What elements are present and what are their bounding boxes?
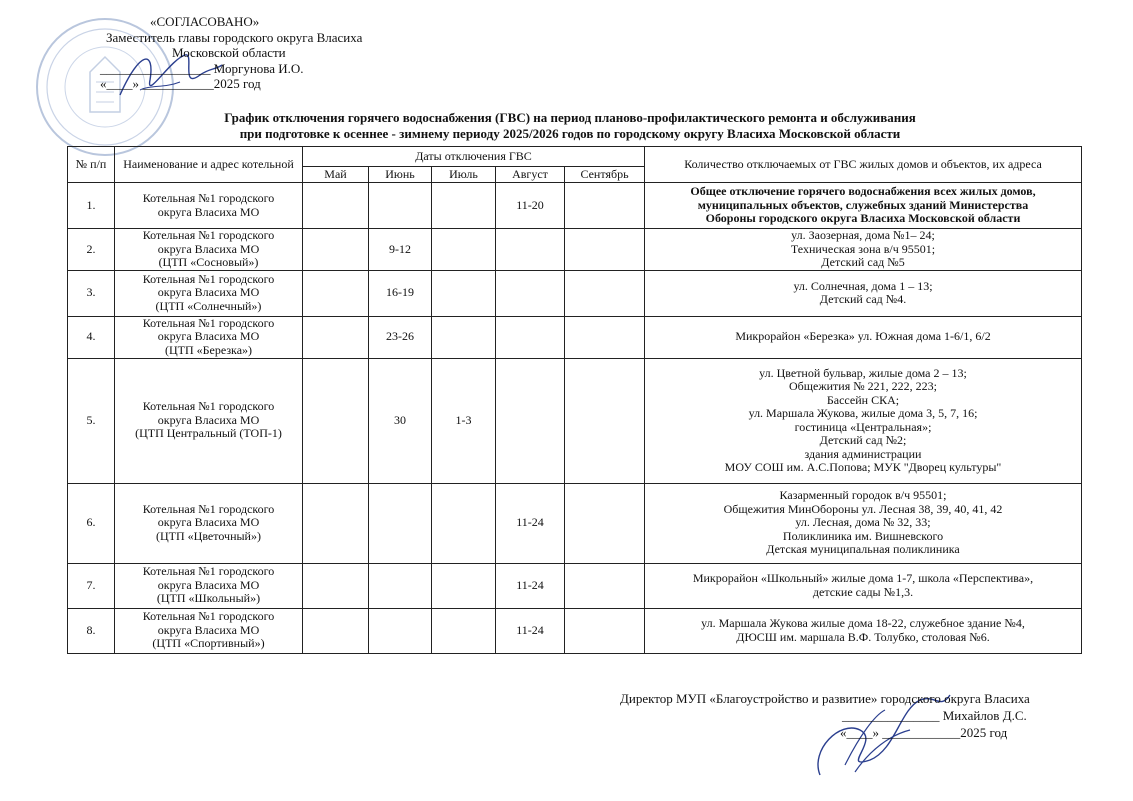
approval-date: «____» ___________2025 год: [100, 76, 261, 91]
row-number: 1.: [68, 183, 115, 229]
affected-object-line: ул. Заозерная, дома №1– 24;: [791, 228, 935, 242]
approval-signer: _________________ Моргунова И.О.: [100, 60, 304, 76]
date-june: 16-19: [369, 270, 432, 316]
boiler-name-line: Котельная №1 городского: [142, 271, 275, 286]
table-row: [68, 483, 1082, 563]
table-row: [68, 358, 1082, 483]
affected-object-line: Техническая зона в/ч 95501;: [790, 241, 936, 256]
date-may: [303, 608, 369, 653]
row-number: 5.: [68, 358, 115, 483]
date-september: [565, 563, 645, 608]
date-may: [303, 183, 369, 229]
approval-heading: «СОГЛАСОВАНО»: [150, 14, 260, 29]
date-august: 11-20: [496, 183, 565, 229]
table-row: [68, 608, 1082, 653]
affected-objects: [645, 183, 1082, 229]
boiler-name: [115, 183, 303, 229]
boiler-name-line: Котельная №1 городского: [142, 191, 275, 205]
affected-object-line: Детский сад №5: [821, 255, 905, 269]
date-august: [496, 358, 565, 483]
table-body: [68, 183, 1082, 654]
affected-object-line: ул. Солнечная, дома 1 – 13;: [793, 278, 933, 293]
date-september: [565, 608, 645, 653]
boiler-name-line: округа Власиха МО: [157, 515, 260, 530]
date-may: [303, 563, 369, 608]
affected-object-line: Общежития МинОбороны ул. Лесная 38, 39, 40, 41, 42: [723, 501, 1003, 516]
table-row: [68, 229, 1082, 271]
approval-region: Московской области: [172, 45, 286, 60]
affected-objects: [645, 358, 1082, 483]
date-july: [432, 608, 496, 653]
affected-object-line: ул. Маршала Жукова жилые дома 18-22, служебное здание №4,: [701, 616, 1025, 630]
table-row: [68, 316, 1082, 358]
row-number: 3.: [68, 270, 115, 316]
boiler-name-line: округа Власиха МО: [157, 412, 260, 427]
affected-object-line: Обороны городского округа Власиха Московской области: [705, 211, 1021, 226]
date-august: [496, 316, 565, 358]
header-month-june: Июнь: [369, 167, 432, 183]
affected-objects: [645, 483, 1082, 563]
affected-object-line: Общежития № 221, 222, 223;: [788, 379, 938, 393]
affected-object-line: гостиница «Центральная»;: [794, 419, 932, 434]
affected-objects: [645, 608, 1082, 653]
date-september: [565, 358, 645, 483]
affected-object-line: Микрорайон «Школьный» жилые дома 1-7, школа «Перспектива»,: [692, 571, 1034, 585]
affected-object-line: здания администрации: [804, 446, 922, 461]
date-september: [565, 270, 645, 316]
boiler-name-line: Котельная №1 городского: [142, 228, 275, 242]
date-august: 11-24: [496, 608, 565, 653]
date-may: [303, 483, 369, 563]
boiler-name-line: (ЦТП «Солнечный»): [155, 298, 262, 313]
boiler-name-line: Котельная №1 городского: [142, 609, 275, 624]
affected-object-line: Детский сад №2;: [819, 433, 907, 447]
date-may: [303, 316, 369, 358]
footer-block: [620, 690, 1080, 741]
header-month-july: Июль: [432, 167, 496, 183]
date-august: [496, 229, 565, 271]
boiler-name-line: округа Власиха МО: [157, 204, 260, 219]
date-august: [496, 270, 565, 316]
boiler-name-line: (ЦТП «Спортивный»): [152, 636, 265, 651]
date-september: [565, 483, 645, 563]
boiler-name: [115, 316, 303, 358]
row-number: 2.: [68, 229, 115, 271]
boiler-name-line: округа Власиха МО: [157, 577, 260, 592]
date-july: [432, 229, 496, 271]
date-june: [369, 483, 432, 563]
boiler-name: [115, 358, 303, 483]
date-september: [565, 229, 645, 271]
boiler-name-line: Котельная №1 городского: [142, 501, 275, 516]
boiler-name-line: округа Власиха МО: [157, 622, 260, 637]
row-number: 6.: [68, 483, 115, 563]
date-may: [303, 270, 369, 316]
date-july: [432, 563, 496, 608]
date-september: [565, 316, 645, 358]
row-number: 8.: [68, 608, 115, 653]
date-july: [432, 316, 496, 358]
header-objects: Количество отключаемых от ГВС жилых домов и объектов, их адреса: [645, 147, 1082, 183]
date-june: [369, 563, 432, 608]
table-row: [68, 563, 1082, 608]
boiler-name: [115, 229, 303, 271]
affected-object-line: Детская муниципальная поликлиника: [766, 542, 960, 557]
date-may: [303, 358, 369, 483]
date-august: 11-24: [496, 483, 565, 563]
header-month-september: Сентябрь: [565, 167, 645, 183]
boiler-name: [115, 563, 303, 608]
affected-object-line: Детский сад №4.: [819, 292, 907, 306]
date-july: [432, 183, 496, 229]
header-num: № п/п: [68, 147, 115, 183]
boiler-name: [115, 608, 303, 653]
date-june: 9-12: [369, 229, 432, 271]
director-date: «____» ____________2025 год: [840, 725, 1008, 740]
affected-objects: [645, 316, 1082, 358]
row-number: 7.: [68, 563, 115, 608]
boiler-name-line: (ЦТП «Березка»): [164, 342, 253, 357]
affected-object-line: Общее отключение горячего водоснабжения всех жилых домов,: [690, 184, 1036, 199]
boiler-name-line: округа Власиха МО: [157, 285, 260, 300]
title-line-2: при подготовке к осеннее - зимнему периоду 2025/2026 годов по городскому округу Власиха Московской области: [239, 126, 901, 141]
affected-object-line: детские сады №1,3.: [812, 584, 914, 599]
date-june: [369, 608, 432, 653]
affected-objects: [645, 270, 1082, 316]
affected-object-line: муниципальных объектов, служебных зданий Министерства: [697, 197, 1029, 212]
date-july: 1-3: [432, 358, 496, 483]
boiler-name-line: (ЦТП «Цветочный»): [156, 528, 261, 543]
boiler-name-line: Котельная №1 городского: [142, 315, 275, 330]
affected-object-line: ул. Маршала Жукова, жилые дома 3, 5, 7, 16;: [748, 406, 978, 420]
date-july: [432, 270, 496, 316]
date-july: [432, 483, 496, 563]
boiler-name: [115, 483, 303, 563]
document-title: [100, 110, 1040, 142]
boiler-name-line: Котельная №1 городского: [142, 399, 275, 414]
title-line-1: График отключения горячего водоснабжения (ГВС) на период планово-профилактического ремонта и обслуживания: [224, 110, 916, 125]
affected-object-line: ул. Лесная, дома № 32, 33;: [795, 515, 931, 530]
affected-objects: [645, 229, 1082, 271]
header-name: Наименование и адрес котельной: [115, 147, 303, 183]
boiler-name-line: (ЦТП Центральный (ТОП-1): [135, 426, 282, 441]
approval-block: [100, 14, 400, 92]
header-dates: Даты отключения ГВС: [303, 147, 645, 167]
director-position: Директор МУП «Благоустройство и развитие» городского округа Власиха: [620, 691, 1030, 706]
affected-object-line: Бассейн СКА;: [826, 392, 900, 407]
affected-object-line: Поликлиника им. Вишневского: [782, 528, 944, 543]
director-signer: _______________ Михайлов Д.С.: [842, 708, 1027, 723]
approval-position: Заместитель главы городского округа Власиха: [106, 29, 363, 45]
header-month-august: Август: [496, 167, 565, 183]
date-june: 23-26: [369, 316, 432, 358]
table-row: [68, 270, 1082, 316]
boiler-name-line: округа Власиха МО: [157, 329, 260, 344]
header-month-may: Май: [303, 167, 369, 183]
hot-water-shutdown-table: [67, 146, 1082, 654]
affected-objects: [645, 563, 1082, 608]
affected-object-line: ДЮСШ им. маршала В.Ф. Толубко, столовая №6.: [736, 629, 990, 644]
date-august: 11-24: [496, 563, 565, 608]
affected-object-line: ул. Цветной бульвар, жилые дома 2 – 13;: [759, 365, 967, 380]
date-june: [369, 183, 432, 229]
affected-object-line: Микрорайон «Березка» ул. Южная дома 1-6/1, 6/2: [735, 329, 991, 344]
table-row: [68, 183, 1082, 229]
boiler-name-line: округа Власиха МО: [157, 241, 260, 256]
row-number: 4.: [68, 316, 115, 358]
affected-object-line: Казарменный городок в/ч 95501;: [779, 488, 947, 503]
affected-object-line: МОУ СОШ им. А.С.Попова; МУК "Дворец культуры": [724, 460, 1002, 474]
boiler-name: [115, 270, 303, 316]
date-may: [303, 229, 369, 271]
boiler-name-line: (ЦТП «Сосновый»): [158, 255, 259, 269]
date-june: 30: [369, 358, 432, 483]
date-september: [565, 183, 645, 229]
boiler-name-line: Котельная №1 городского: [142, 564, 275, 579]
boiler-name-line: (ЦТП «Школьный»): [156, 591, 261, 606]
